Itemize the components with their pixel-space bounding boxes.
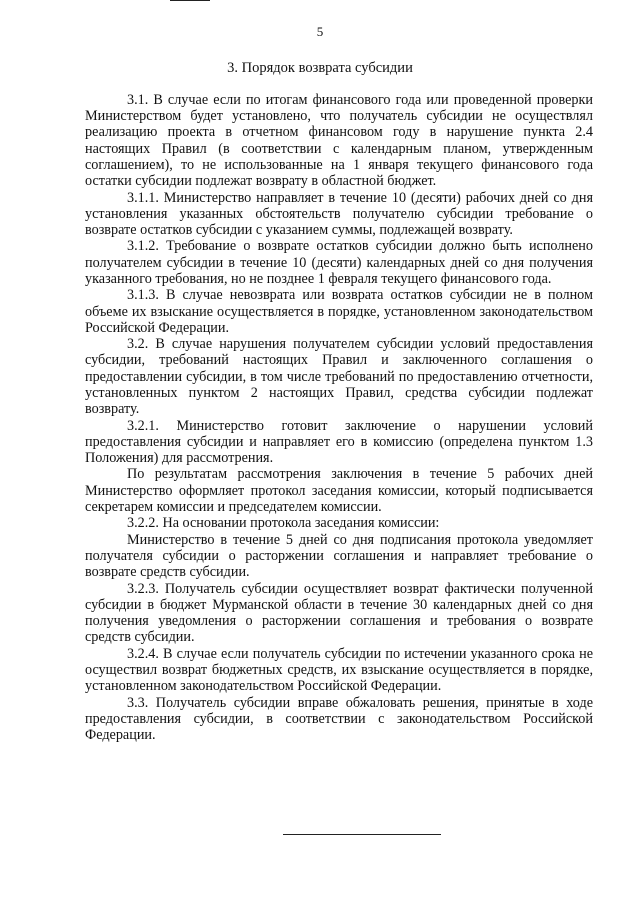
page-number: 5 [316, 24, 324, 39]
paragraph-3-2-4: 3.2.4. В случае если получатель субсидии по истечении указанного срока не осуществил возврат бюджетных средств, их взыскание осуществляется в порядке, установленном законодательством Российской Федерации. [85, 645, 593, 695]
paragraph-review-results: По результатам рассмотрения заключения в течение 5 рабочих дней Министерство оформляет протокол заседания комиссии, который подписывается секретарем комиссии и председателем комиссии. [85, 466, 593, 515]
paragraph-3-2-3: 3.2.3. Получатель субсидии осуществляет возврат фактически полученной субсидии в бюджет Мурманской области в течение 30 календарных дней со дня получения уведомления о расторжении соглашения и требования о возврате средств субсидии. [85, 580, 593, 646]
paragraph-3-1-3: 3.1.3. В случае невозврата или возврата остатков субсидии не в полном объеме их взыскание осуществляется в порядке, установленном законодательством Российской Федерации. [85, 287, 593, 336]
section-title: 3. Порядок возврата субсидии [227, 60, 413, 76]
closing-rule [283, 834, 441, 835]
paragraph-3-1-1: 3.1.1. Министерство направляет в течение 10 (десяти) рабочих дней со дня установления указанных обстоятельств получателю субсидии требование о возврате остатков субсидии с указанием суммы, подлежащей возврату. [85, 189, 593, 238]
document-body [85, 92, 593, 744]
paragraph-3-1-2: 3.1.2. Требование о возврате остатков субсидии должно быть исполнено получателем субсидии в течение 10 (десяти) календарных дней со дня получения указанного требования, но не позднее 1 февраля текущего финансового года. [85, 238, 593, 287]
paragraph-3-1: 3.1. В случае если по итогам финансового года или проведенной проверки Министерством будет установлено, что получатель субсидии не осуществлял реализацию проекта в отчетном финансовом году в нарушение пункта 2.4 настоящих Правил (в соответствии с календарным планом, утвержденным соглашением), то не использованные на 1 января текущего финансового года остатки субсидии подлежат возврату в областной бюджет. [85, 92, 593, 190]
paragraph-3-2: 3.2. В случае нарушения получателем субсидии условий предоставления субсидии, требований настоящих Правил и заключенного соглашения о предоставлении субсидии, в том числе требований по предоставлению отчетности, установленных пунктом 2 настоящих Правил, средства субсидии подлежат возврату. [85, 336, 593, 418]
paragraph-3-2-2: 3.2.2. На основании протокола заседания комиссии: [127, 515, 440, 532]
paragraph-3-3: 3.3. Получатель субсидии вправе обжаловать решения, принятые в ходе предоставления субсидии, в соответствии с законодательством Российской Федерации. [85, 694, 593, 744]
paragraph-3-2-1: 3.2.1. Министерство готовит заключение о нарушении условий предоставления субсидии и направляет его в комиссию (определена пунктом 1.3 Положения) для рассмотрения. [85, 417, 593, 466]
top-scan-mark [170, 0, 210, 1]
paragraph-ministry-notice: Министерство в течение 5 дней со дня подписания протокола уведомляет получателя субсидии о расторжении соглашения и направляет требование о возврате средств субсидии. [85, 531, 593, 581]
